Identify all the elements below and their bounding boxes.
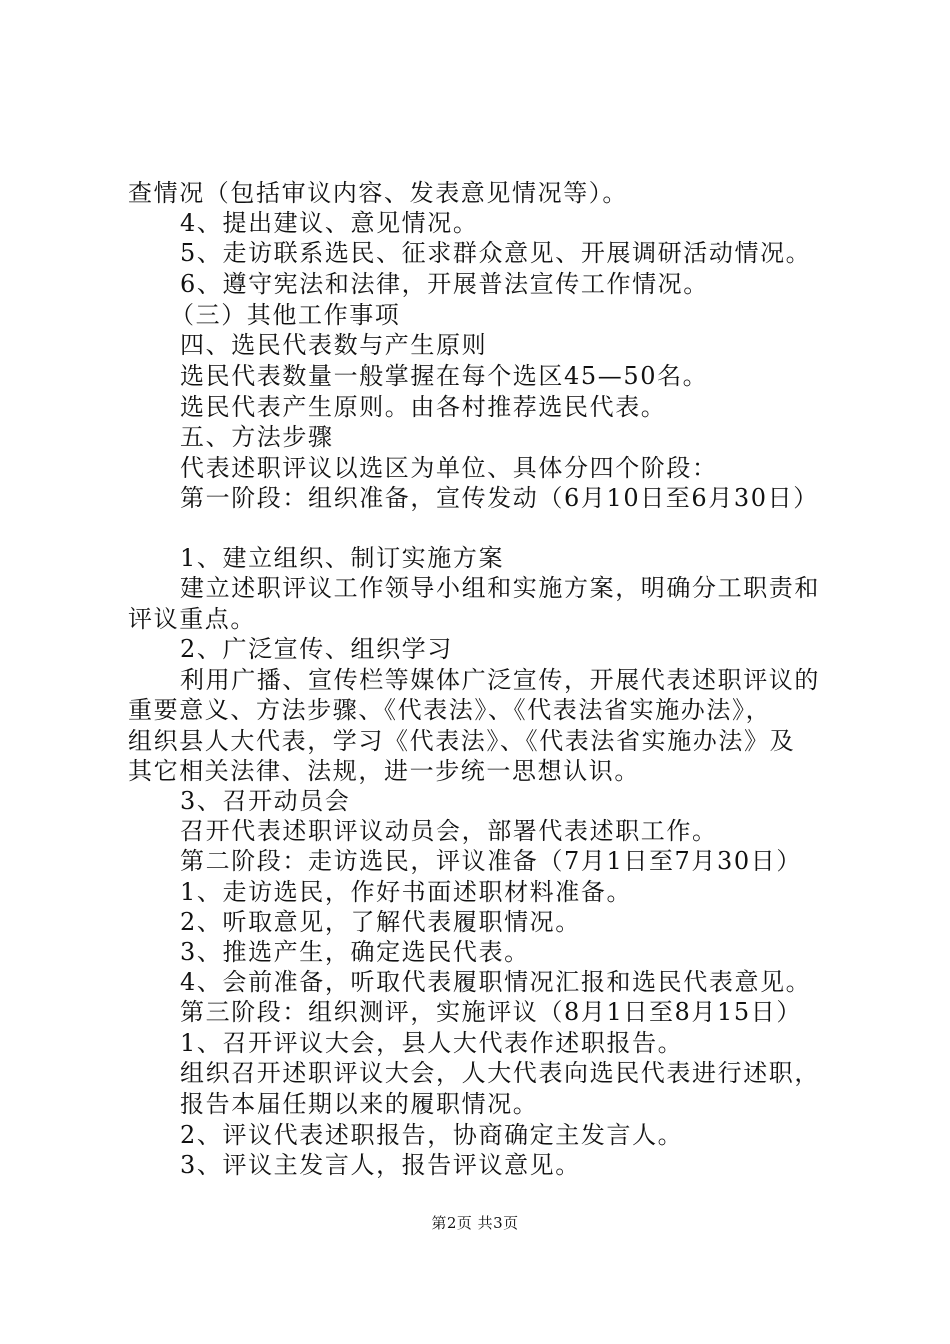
text-line: 代表述职评议以选区为单位、具体分四个阶段： xyxy=(180,454,718,482)
section-heading: （三）其他工作事项 xyxy=(170,301,401,329)
text-line: 组织县人大代表，学习《代表法》、《代表法省实施办法》及 xyxy=(128,727,796,755)
text-line: 1、建立组织、制订实施方案 xyxy=(180,544,505,572)
text-line: 6、遵守宪法和法律，开展普法宣传工作情况。 xyxy=(180,270,709,298)
text-line: 4、会前准备，听取代表履职情况汇报和选民代表意见。 xyxy=(180,968,812,996)
text-line: 4、提出建议、意见情况。 xyxy=(180,209,479,237)
text-line: 召开代表述职评议动员会，部署代表述职工作。 xyxy=(180,817,718,845)
text-line: 利用广播、宣传栏等媒体广泛宣传，开展代表述职评议的 xyxy=(180,666,820,694)
text-line: 2、评议代表述职报告，协商确定主发言人。 xyxy=(180,1121,684,1149)
section-heading: 五、方法步骤 xyxy=(180,423,334,451)
text-line: 重要意义、方法步骤、《代表法》、《代表法省实施办法》， xyxy=(128,696,772,724)
text-line: 组织召开述职评议大会，人大代表向选民代表进行述职， xyxy=(180,1059,820,1087)
text-line: 1、召开评议大会，县人大代表作述职报告。 xyxy=(180,1029,684,1057)
text-line: 2、听取意见，了解代表履职情况。 xyxy=(180,908,581,936)
text-line: 5、走访联系选民、征求群众意见、开展调研活动情况。 xyxy=(180,239,812,267)
section-heading: 四、选民代表数与产生原则 xyxy=(180,331,488,359)
text-line: 1、走访选民，作好书面述职材料准备。 xyxy=(180,878,633,906)
phase-heading: 第三阶段：组织测评，实施评议（8月1日至8月15日） xyxy=(180,998,802,1026)
phase-heading: 第二阶段：走访选民，评议准备（7月1日至7月30日） xyxy=(180,847,802,875)
page-number-footer: 第2页 共3页 xyxy=(431,1214,519,1232)
text-line: 报告本届任期以来的履职情况。 xyxy=(180,1090,539,1118)
text-line: 评议重点。 xyxy=(128,605,256,633)
text-line: 选民代表数量一般掌握在每个选区45—50名。 xyxy=(180,362,709,390)
text-line: 2、广泛宣传、组织学习 xyxy=(180,635,453,663)
text-line: 3、召开动员会 xyxy=(180,787,351,815)
text-line: 查情况（包括审议内容、发表意见情况等）。 xyxy=(128,179,628,207)
text-line: 3、评议主发言人，报告评议意见。 xyxy=(180,1151,581,1179)
phase-heading: 第一阶段：组织准备，宣传发动（6月10日至6月30日） xyxy=(180,484,819,512)
text-line: 建立述职评议工作领导小组和实施方案，明确分工职责和 xyxy=(180,574,820,602)
text-line: 选民代表产生原则。由各村推荐选民代表。 xyxy=(180,393,667,421)
text-line: 其它相关法律、法规，进一步统一思想认识。 xyxy=(128,757,640,785)
text-line: 3、推选产生，确定选民代表。 xyxy=(180,938,530,966)
